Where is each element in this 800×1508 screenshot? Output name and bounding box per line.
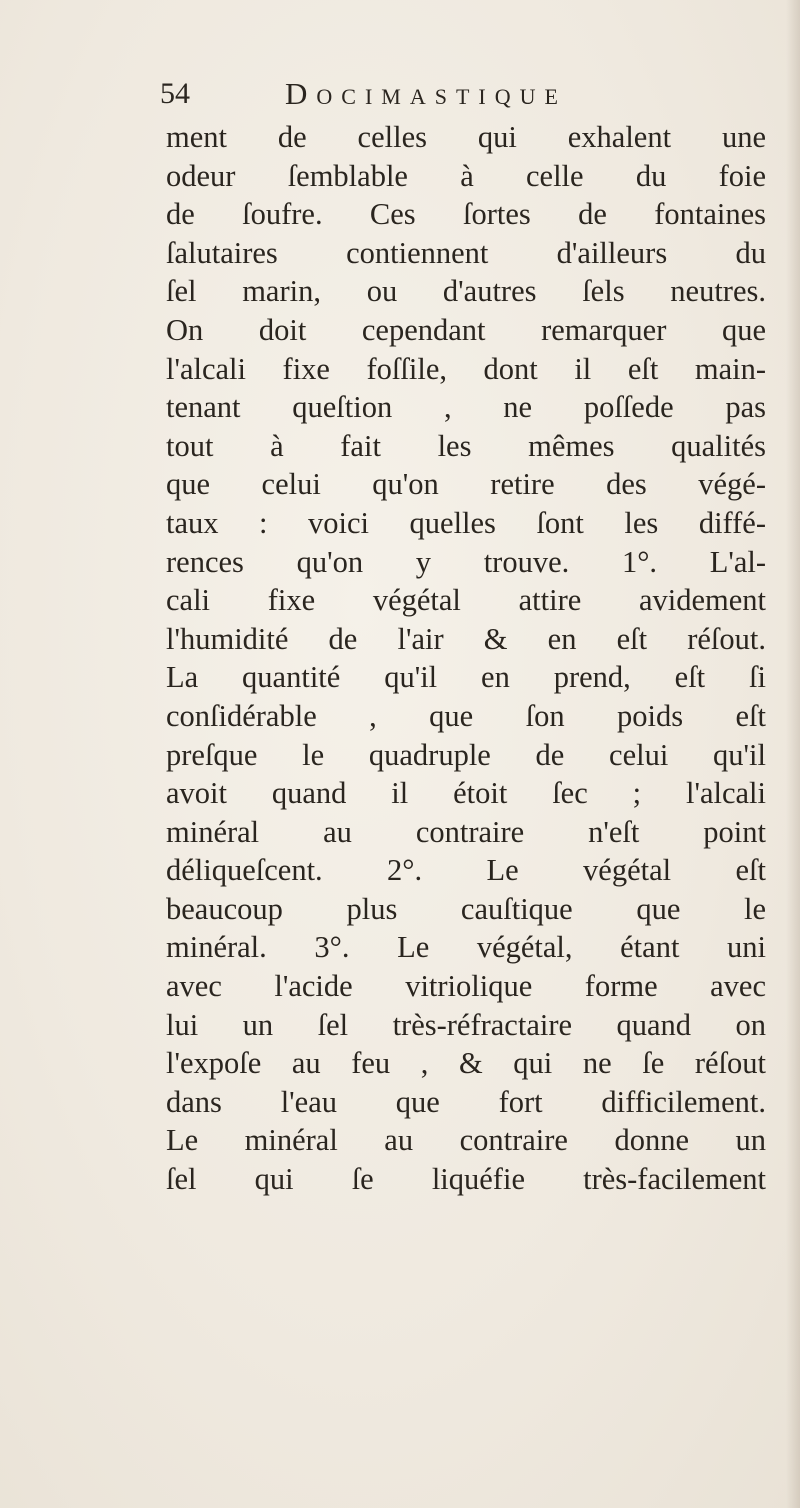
text-line-12: rences qu'on y trouve. 1°. L'al- — [166, 544, 766, 579]
text-line-24: lui un ſel très-réfractaire quand on — [166, 1007, 766, 1042]
text-line-4: ſalutaires contiennent d'ailleurs du — [166, 235, 766, 270]
text-line-14: l'humidité de l'air & en eſt réſout. — [166, 621, 766, 656]
text-line-13: cali fixe végétal attire avidement — [166, 583, 766, 618]
text-line-7: l'alcali fixe foſſile, dont il eſt main- — [166, 351, 766, 386]
text-line-19: minéral au contraire n'eſt point — [166, 814, 766, 849]
running-title: Docimastique — [285, 76, 567, 111]
text-line-2: odeur ſemblable à celle du foie — [166, 158, 766, 193]
text-line-15: La quantité qu'il en prend, eſt ſi — [166, 660, 766, 695]
text-line-17: preſque le quadruple de celui qu'il — [166, 737, 766, 772]
text-line-3: de ſoufre. Ces ſortes de fontaines — [166, 197, 766, 232]
text-line-26: dans l'eau que fort difficilement. — [166, 1084, 766, 1119]
text-line-5: ſel marin, ou d'autres ſels neutres. — [166, 274, 766, 309]
text-line-9: tout à fait les mêmes qualités — [166, 428, 766, 463]
text-line-18: avoit quand il étoit ſec ; l'alcali — [166, 776, 766, 811]
text-line-6: On doit cependant remarquer que — [166, 312, 766, 347]
text-line-25: l'expoſe au feu , & qui ne ſe réſout — [166, 1046, 766, 1081]
text-line-16: conſidérable , que ſon poids eſt — [166, 698, 766, 733]
text-line-20: déliqueſcent. 2°. Le végétal eſt — [166, 853, 766, 888]
page-number: 54 — [160, 77, 190, 110]
text-line-27: Le minéral au contraire donne un — [166, 1123, 766, 1158]
text-line-22: minéral. 3°. Le végétal, étant uni — [166, 930, 766, 965]
page-edge-shadow — [786, 0, 800, 1508]
text-line-23: avec l'acide vitriolique forme avec — [166, 969, 766, 1004]
text-line-11: taux : voici quelles ſont les diffé- — [166, 505, 766, 540]
text-line-28: ſel qui ſe liquéfie très-facilement — [166, 1162, 766, 1197]
text-line-1: ment de celles qui exhalent une — [166, 120, 766, 154]
text-line-21: beaucoup plus cauſtique que le — [166, 891, 766, 926]
text-line-8: tenant queſtion , ne poſſede pas — [166, 390, 766, 425]
running-header — [160, 72, 760, 116]
text-line-10: que celui qu'on retire des végé- — [166, 467, 766, 502]
body-text — [166, 118, 766, 1199]
